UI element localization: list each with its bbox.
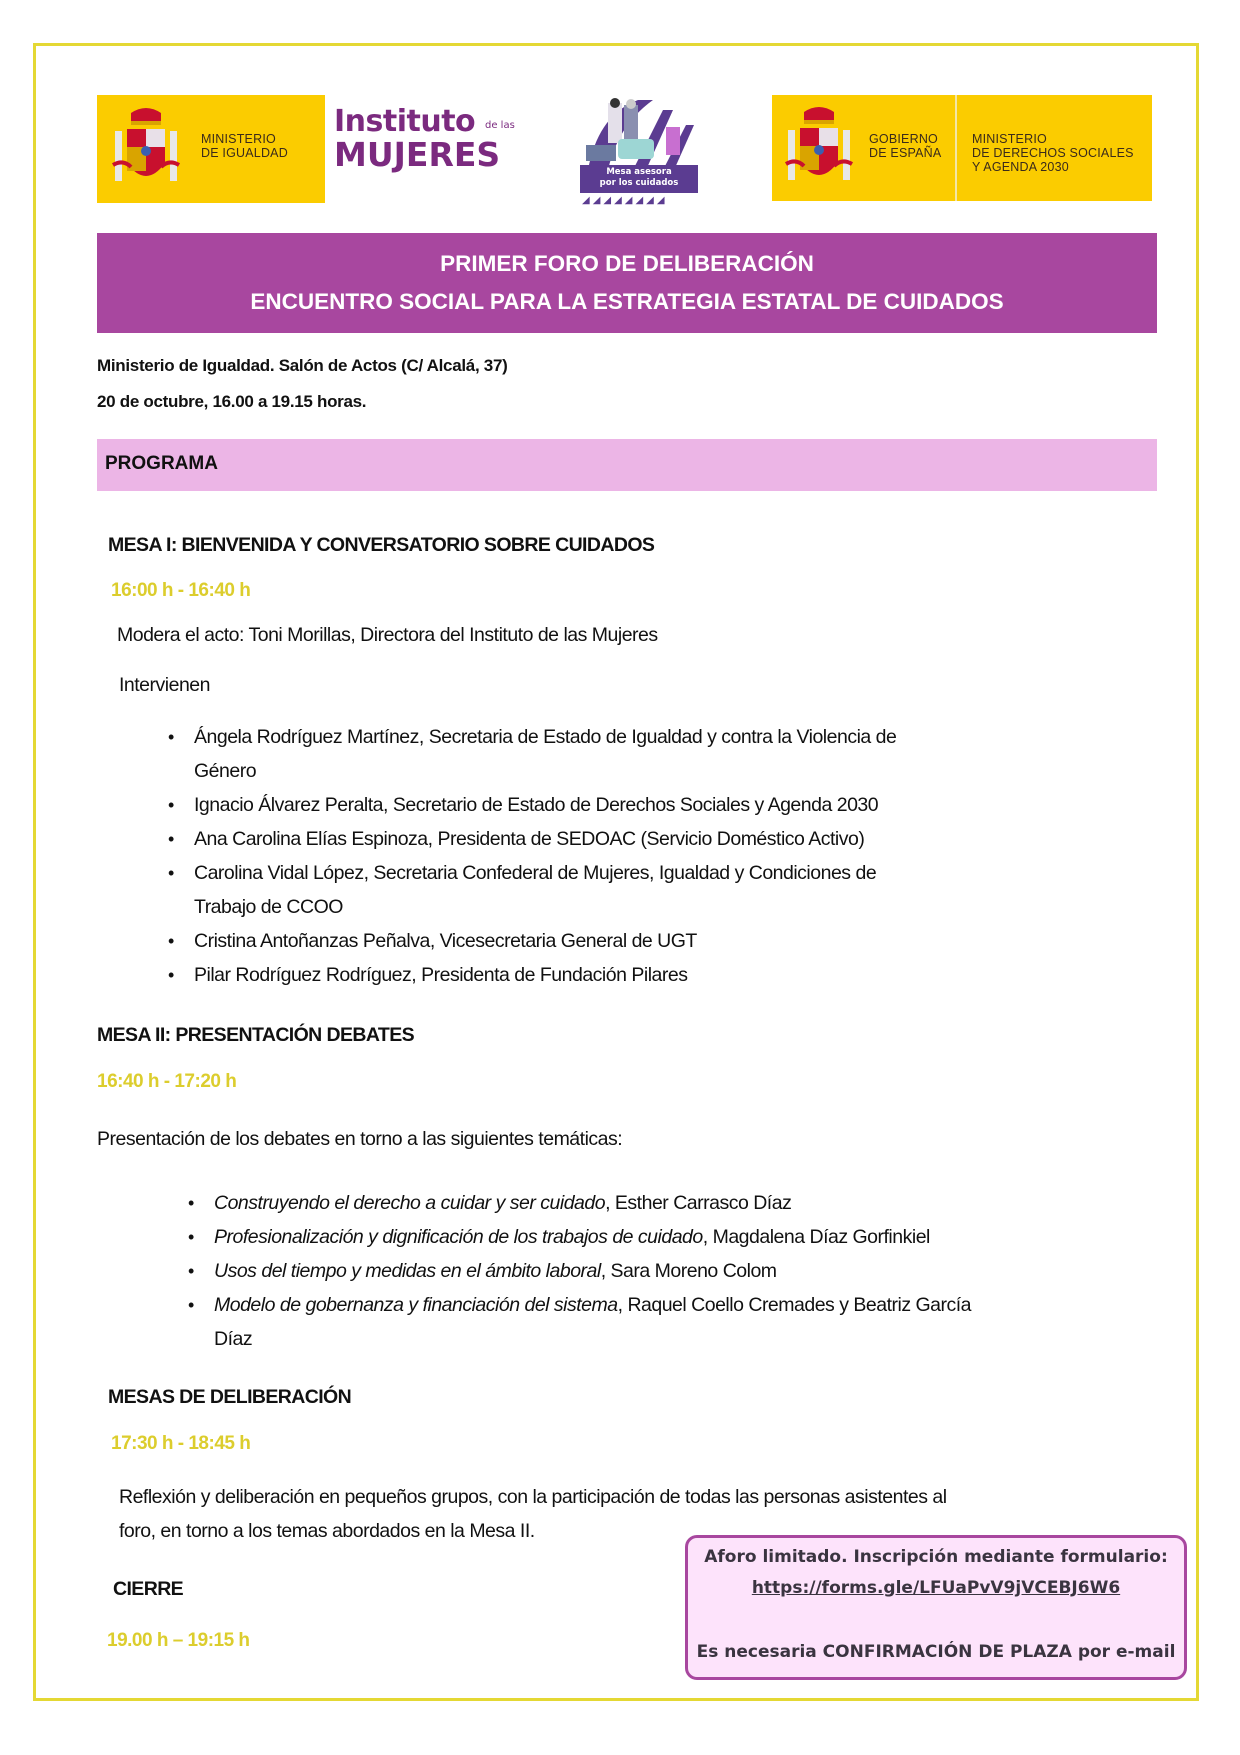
speaker-item: • Pilar Rodríguez Rodríguez, Presidenta de Fundación Pilares <box>166 958 1066 992</box>
event-title-line2: ENCUENTRO SOCIAL PARA LA ESTRATEGIA ESTATAL DE CUIDADOS <box>250 289 1004 314</box>
registration-notice <box>685 1535 1187 1680</box>
logo-text: Mesa asesora <box>606 167 672 177</box>
speaker-item: • Ángela Rodríguez Martínez, Secretaria de Estado de Igualdad y contra la Violencia de Género <box>166 720 1066 788</box>
mesa1-speakers-label: Intervienen <box>119 674 210 696</box>
mesas-deliberacion-time: 17:30 h - 18:45 h <box>111 1433 251 1454</box>
mesa1-title: MESA I: BIENVENIDA Y CONVERSATORIO SOBRE CUIDADOS <box>108 534 655 556</box>
coat-of-arms-icon <box>784 104 854 192</box>
speaker-item: • Cristina Antoñanzas Peñalva, Vicesecretaria General de UGT <box>166 924 1066 958</box>
registration-form-link[interactable]: https://forms.gle/LFUaPvV9jVCEBJ6W6 <box>751 1578 1121 1598</box>
logo-text: DE IGUALDAD <box>201 146 288 160</box>
date-text: 20 de octubre, 16.00 a 19.15 horas. <box>97 392 367 411</box>
logo-text: Y AGENDA 2030 <box>972 160 1069 174</box>
programa-banner <box>97 439 1157 491</box>
logo-instituto-mujeres <box>334 104 534 184</box>
logo-text: MINISTERIO <box>972 132 1047 146</box>
programa-label: PROGRAMA <box>105 453 218 474</box>
logo-text: MINISTERIO <box>201 132 276 146</box>
mesa1-speakers-list <box>166 720 1066 992</box>
notice-line3: Es necesaria CONFIRMACIÓN DE PLAZA por e-mail <box>696 1642 1176 1662</box>
topic-item: • Modelo de gobernanza y financiación del sistema, Raquel Coello Cremades y Beatriz García Díaz <box>186 1288 1086 1356</box>
mesa2-topics-list <box>186 1186 1086 1356</box>
logo-text: de las <box>485 120 515 131</box>
event-title-line1: PRIMER FORO DE DELIBERACIÓN <box>440 251 814 276</box>
caregiving-illustration-icon <box>578 95 700 205</box>
logo-ministerio-igualdad <box>97 95 325 203</box>
logo-text: DE DERECHOS SOCIALES <box>972 146 1134 160</box>
logo-text: GOBIERNO <box>869 132 938 146</box>
mesa2-intro: Presentación de los debates en torno a las siguientes temáticas: <box>97 1128 623 1150</box>
cierre-time: 19.00 h – 19:15 h <box>107 1630 250 1651</box>
mesa1-moderator: Modera el acto: Toni Morillas, Directora del Instituto de las Mujeres <box>117 624 658 646</box>
venue-text: Ministerio de Igualdad. Salón de Actos (C/ Alcalá, 37) <box>97 356 508 375</box>
coat-of-arms-icon <box>111 105 181 193</box>
mesas-deliberacion-text: foro, en torno a los temas abordados en la Mesa II. <box>119 1520 535 1542</box>
notice-line1: Aforo limitado. Inscripción mediante formulario: <box>704 1547 1168 1567</box>
mesas-deliberacion-title: MESAS DE DELIBERACIÓN <box>108 1386 352 1408</box>
event-title-banner <box>97 233 1157 333</box>
cierre-title: CIERRE <box>113 1578 184 1600</box>
logo-gobierno-derechos-sociales <box>772 95 1152 201</box>
speaker-item: • Ignacio Álvarez Peralta, Secretario de Estado de Derechos Sociales y Agenda 2030 <box>166 788 1066 822</box>
mesa2-title: MESA II: PRESENTACIÓN DEBATES <box>97 1024 415 1046</box>
mesas-deliberacion-text: Reflexión y deliberación en pequeños grupos, con la participación de todas las personas asistentes al <box>119 1486 947 1508</box>
logo-text: Instituto <box>334 104 476 139</box>
logo-mesa-asesora <box>578 95 700 205</box>
topic-item: • Profesionalización y dignificación de los trabajos de cuidado, Magdalena Díaz Gorfinkiel <box>186 1220 1086 1254</box>
logo-text: por los cuidados <box>599 178 679 188</box>
arrow-row-icon: ◢◢◢◢◢◢◢◢ <box>582 195 668 206</box>
speaker-item: • Ana Carolina Elías Espinoza, Presidenta de SEDOAC (Servicio Doméstico Activo) <box>166 822 1066 856</box>
logo-text: MUJERES <box>334 135 501 174</box>
mesa2-time: 16:40 h - 17:20 h <box>97 1071 237 1092</box>
logo-text: DE ESPAÑA <box>869 146 942 160</box>
topic-item: • Construyendo el derecho a cuidar y ser cuidado, Esther Carrasco Díaz <box>186 1186 1086 1220</box>
logo-divider <box>955 95 957 201</box>
speaker-item: • Carolina Vidal López, Secretaria Confederal de Mujeres, Igualdad y Condiciones de Trabajo de CCOO <box>166 856 1066 924</box>
topic-item: • Usos del tiempo y medidas en el ámbito laboral, Sara Moreno Colom <box>186 1254 1086 1288</box>
mesa1-time: 16:00 h - 16:40 h <box>111 580 251 601</box>
